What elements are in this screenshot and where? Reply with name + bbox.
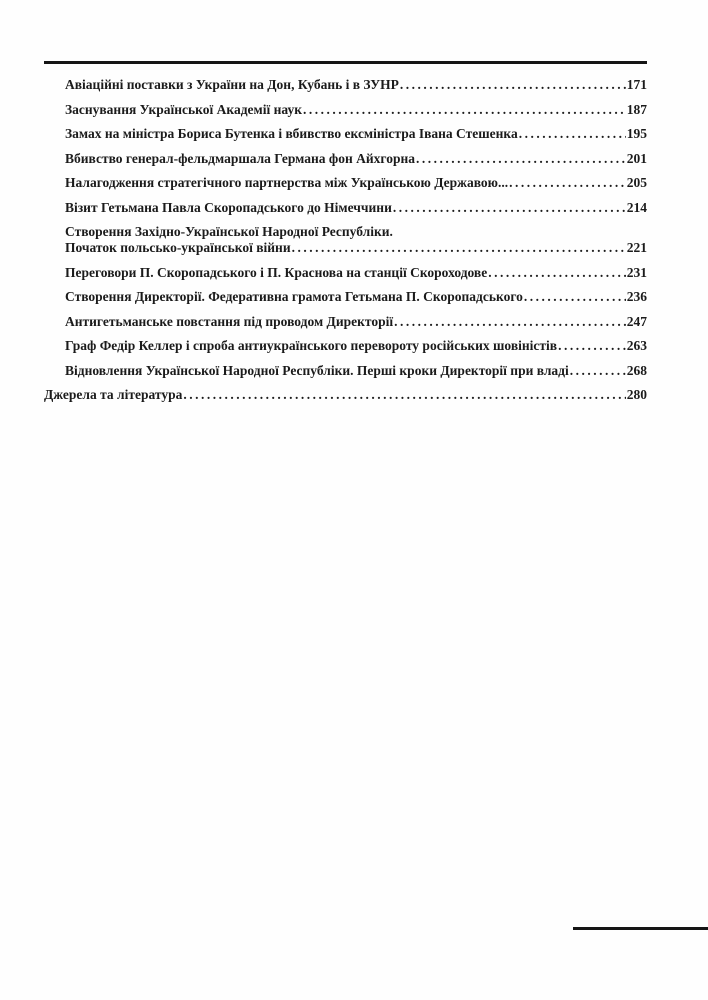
- toc-page-number: 247: [626, 313, 647, 329]
- bottom-corner-rule: [573, 927, 708, 930]
- toc-page-number: 205: [626, 175, 647, 190]
- toc-entry-two-line: [44, 224, 647, 256]
- top-divider-rule: [44, 61, 647, 64]
- dot-leader: [519, 126, 626, 142]
- toc-page-number: 201: [626, 150, 647, 166]
- toc-entry-title: Початок польсько-української війни: [65, 240, 291, 255]
- toc-entry-line1: [65, 224, 647, 240]
- toc-entry: [44, 151, 647, 167]
- dot-leader: [558, 338, 626, 354]
- toc-entry-title: Створення Директорії. Федеративна грамота Гетьмана П. Скоропадського: [65, 289, 523, 304]
- toc-entry-title: Джерела та література: [44, 387, 183, 402]
- toc-entry-title: Вбивство генерал-фельдмаршала Германа фон Айхгорна: [65, 150, 416, 166]
- dot-leader: [416, 151, 626, 167]
- toc-entry: [44, 126, 647, 142]
- toc-entry-title: Заснування Української Академії наук: [65, 101, 302, 117]
- toc-sources-entry: [44, 387, 647, 403]
- table-of-contents: [44, 77, 647, 412]
- toc-entry: [44, 338, 647, 354]
- toc-page-number: 280: [626, 387, 647, 402]
- toc-entry: [44, 265, 647, 281]
- toc-entry-title: Візит Гетьмана Павла Скоропадського до Німеччини: [65, 199, 392, 215]
- toc-page-number: 195: [626, 126, 647, 141]
- toc-entry: [44, 200, 647, 216]
- toc-entry-title: Налагодження стратегічного партнерства між Українською Державою...: [65, 175, 509, 190]
- dot-leader: [400, 77, 626, 93]
- dot-leader: [183, 387, 625, 403]
- toc-entry-title: Переговори П. Скоропадського і П. Краснова на станції Скороходове: [65, 264, 488, 280]
- toc-entry: [44, 289, 647, 305]
- toc-entry-title: Відновлення Української Народної Республіки. Перші кроки Директорії при владі: [65, 362, 569, 378]
- toc-page-number: 187: [626, 101, 647, 117]
- toc-entry: [44, 77, 647, 93]
- dot-leader: [394, 314, 626, 330]
- toc-page-number: 221: [626, 240, 647, 255]
- dot-leader: [524, 289, 626, 305]
- toc-page-number: 171: [626, 77, 647, 92]
- dot-leader: [292, 240, 626, 256]
- dot-leader: [570, 363, 626, 379]
- dot-leader: [509, 175, 626, 191]
- toc-entry: [44, 175, 647, 191]
- toc-page-number: 268: [626, 362, 647, 378]
- toc-entry-title: Замах на міністра Бориса Бутенка і вбивство ексміністра Івана Стешенка: [65, 126, 518, 141]
- toc-entry-title: Авіаційні поставки з України на Дон, Кубань і в ЗУНР: [65, 77, 399, 92]
- toc-page-number: 214: [626, 199, 647, 215]
- dot-leader: [393, 200, 626, 216]
- toc-page-number: 263: [626, 338, 647, 353]
- toc-entry: [44, 363, 647, 379]
- toc-page-number: 231: [626, 264, 647, 280]
- dot-leader: [303, 102, 626, 118]
- toc-entry: [44, 314, 647, 330]
- toc-entry-line2: [65, 240, 647, 256]
- dot-leader: [488, 265, 626, 281]
- toc-entry-title: Антигетьманське повстання під проводом Директорії: [65, 313, 394, 329]
- toc-entry-title: Створення Західно-Української Народної Республіки.: [65, 224, 393, 239]
- toc-entry-title: Граф Федір Келлер і спроба антиукраїнського перевороту російських шовіністів: [65, 338, 558, 353]
- toc-entry: [44, 102, 647, 118]
- toc-page-number: 236: [626, 289, 647, 304]
